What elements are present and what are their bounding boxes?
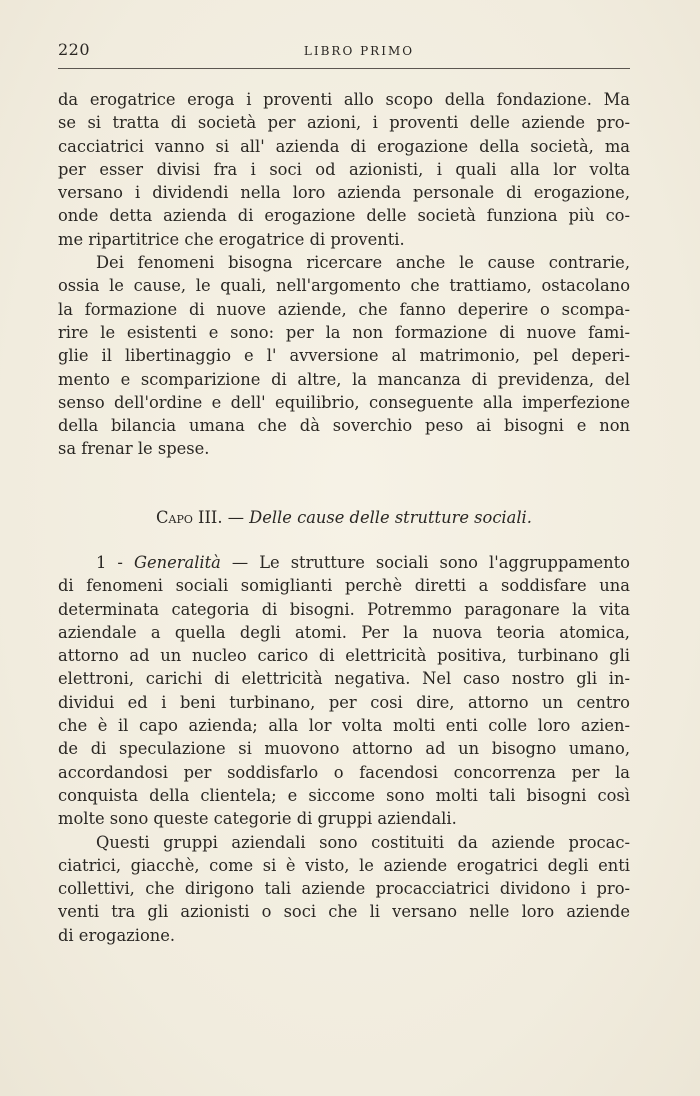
- text-line: conquista della clientela; e siccome sono molti tali bisogni così: [58, 785, 630, 805]
- text-line: mento e scomparizione di altre, la mancanza di previdenza, del: [58, 369, 630, 389]
- text-line: Questi gruppi aziendali sono costituiti da aziende procac-: [96, 832, 630, 852]
- text-fragment: — Le strutture sociali sono l'aggruppamento: [220, 553, 630, 572]
- text-line: de di speculazione si muovono attorno ad un bisogno umano,: [58, 739, 630, 759]
- text-line: da erogatrice eroga i proventi allo scopo della fondazione. Ma: [58, 90, 630, 109]
- chapter-dash: —: [222, 508, 250, 527]
- text-line: ciatrici, giacchè, come si è visto, le aziende erogatrici degli enti: [58, 855, 630, 875]
- chapter-title: Delle cause delle strutture sociali.: [249, 508, 532, 527]
- text-line: che è il capo azienda; alla lor volta molti enti colle loro azien-: [58, 716, 630, 736]
- paragraph-1: [58, 88, 630, 251]
- text-line: collettivi, che dirigono tali aziende procacciatrici dividono i pro-: [58, 879, 630, 899]
- text-line: accordandosi per soddisfarlo o facendosi concorrenza per la: [58, 762, 630, 782]
- text-line: onde detta azienda di erogazione delle società funziona più co-: [58, 206, 630, 226]
- section-subtitle: Generalità: [133, 553, 221, 572]
- section-number: 1 -: [96, 553, 134, 572]
- paragraph-2: [58, 251, 630, 461]
- text-line: Dei fenomeni bisogna ricercare anche le cause contrarie,: [96, 253, 630, 273]
- running-head: LIBRO PRIMO: [303, 44, 415, 58]
- text-line: la formazione di nuove aziende, che fanno deperire o scompa-: [58, 299, 630, 319]
- text-line: senso dell'ordine e dell' equilibrio, conseguente alla imperfezione: [58, 392, 630, 412]
- body-text-bottom: [58, 551, 630, 947]
- text-line: versano i dividendi nella loro azienda personale di erogazione,: [58, 183, 630, 203]
- text-line: elettroni, carichi di elettricità negativa. Nel caso nostro gli in-: [58, 669, 630, 689]
- chapter-number: Capo III.: [156, 508, 223, 527]
- text-line: per esser divisi fra i soci od azionisti, i quali alla lor volta: [58, 159, 630, 179]
- text-line: glie il libertinaggio e l' avversione al matrimonio, pel deperi-: [58, 346, 630, 366]
- page-number: 220: [58, 40, 91, 59]
- text-line: determinata categoria di bisogni. Potremmo paragonare la vita: [58, 599, 630, 619]
- text-line: se si tratta di società per azioni, i proventi delle aziende pro-: [58, 113, 630, 133]
- page-header: [58, 38, 630, 69]
- chapter-heading: [58, 508, 630, 527]
- text-line: di erogazione.: [58, 925, 176, 945]
- text-line: di fenomeni sociali somiglianti perchè diretti a soddisfare una: [58, 576, 630, 596]
- paragraph-4: [58, 831, 630, 947]
- text-line: attorno ad un nucleo carico di elettricità positiva, turbinano gli: [58, 646, 630, 666]
- text-line: aziendale a quella degli atomi. Per la nuova teoria atomica,: [58, 622, 630, 642]
- body-text-top: [58, 88, 630, 461]
- text-line: ossia le cause, le quali, nell'argomento che trattiamo, ostacolano: [58, 276, 630, 296]
- text-line: me ripartitrice che erogatrice di proventi.: [58, 229, 405, 249]
- text-line: venti tra gli azionisti o soci che li versano nelle loro aziende: [58, 902, 630, 922]
- text-line: cacciatrici vanno si all' azienda di erogazione della società, ma: [58, 136, 630, 156]
- text-line: sa frenar le spese.: [58, 439, 210, 459]
- text-line: dividui ed i beni turbinano, per cosi dire, attorno un centro: [58, 692, 630, 712]
- text-line: della bilancia umana che dà soverchio peso ai bisogni e non: [58, 416, 630, 436]
- paragraph-3: [58, 551, 630, 831]
- text-line: [58, 551, 630, 574]
- text-line: rire le esistenti e sono: per la non formazione di nuove fami-: [58, 322, 630, 342]
- text-line: molte sono queste categorie di gruppi aziendali.: [58, 809, 457, 829]
